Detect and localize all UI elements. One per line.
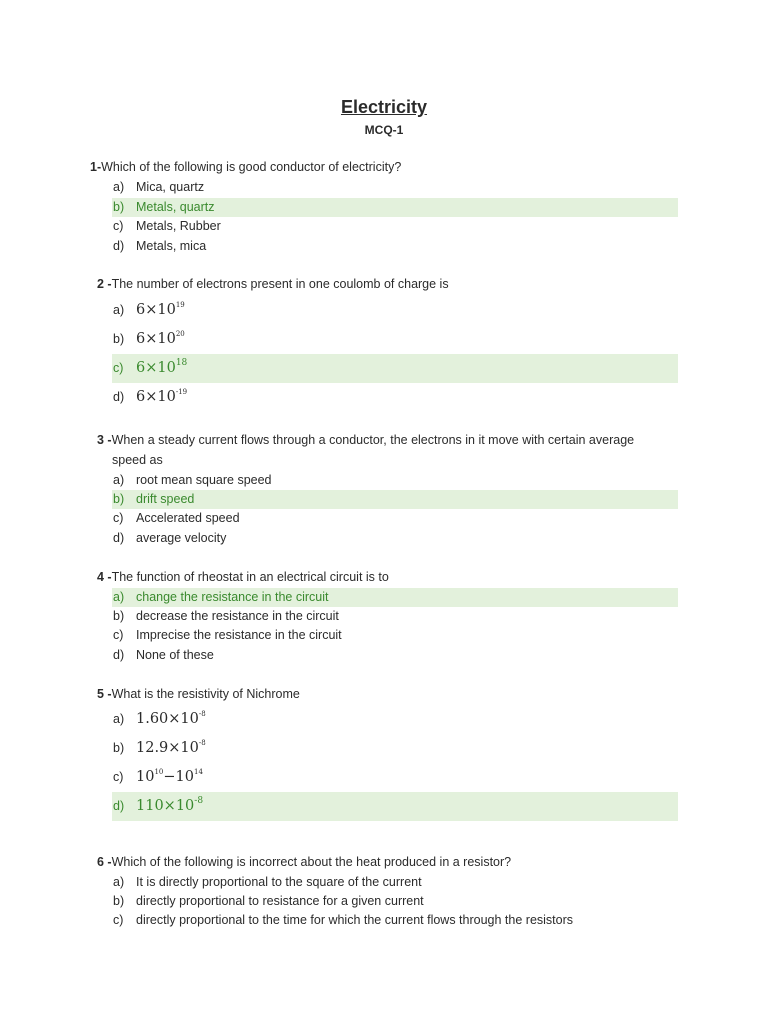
q1-option-c <box>112 217 678 236</box>
q2-option-d <box>112 383 678 412</box>
option-formula <box>136 734 206 763</box>
option-formula <box>136 792 203 821</box>
q4-option-d <box>112 646 678 665</box>
q4-option-c <box>112 626 678 645</box>
option-letter: c) <box>113 913 124 927</box>
question-text: What is the resistivity of Nichrome <box>111 687 300 701</box>
option-letter: c) <box>113 628 124 642</box>
formula-exponent: -8 <box>198 710 206 718</box>
option-letter: b) <box>113 200 125 214</box>
q6-option-a <box>112 873 678 892</box>
question-3-continued: speed as <box>112 453 163 467</box>
option-text: It is directly proportional to the square of the current <box>136 875 422 889</box>
option-text: Metals, mica <box>136 239 207 253</box>
q3-option-a <box>112 471 678 490</box>
formula-exponent: 19 <box>175 301 185 309</box>
question-text: Which of the following is incorrect about the heat produced in a resistor? <box>111 855 512 869</box>
formula-base: 1.60×10 <box>136 711 199 727</box>
formula-exponent: -8 <box>198 739 206 747</box>
option-formula <box>136 325 185 354</box>
option-letter: c) <box>113 361 124 375</box>
option-text: Accelerated speed <box>136 511 240 525</box>
formula-base: 6×10 <box>136 331 176 347</box>
formula-exponent: 14 <box>193 768 203 776</box>
option-text: Imprecise the resistance in the circuit <box>136 628 342 642</box>
option-text: change the resistance in the circuit <box>136 590 329 604</box>
question-number: 1- <box>90 160 102 174</box>
option-letter: a) <box>113 712 125 726</box>
option-letter: a) <box>113 473 125 487</box>
option-letter: a) <box>113 875 125 889</box>
option-text: average velocity <box>136 531 227 545</box>
question-2 <box>97 275 449 295</box>
option-text: None of these <box>136 648 214 662</box>
q6-option-c <box>112 911 678 930</box>
option-letter: d) <box>113 799 125 813</box>
option-text: directly proportional to resistance for a given current <box>136 894 424 908</box>
option-text: drift speed <box>136 492 195 506</box>
q2-option-b <box>112 325 678 354</box>
option-text: decrease the resistance in the circuit <box>136 609 339 623</box>
formula-exponent: -8 <box>194 796 204 806</box>
q2-option-a <box>112 296 678 325</box>
q5-option-a <box>112 705 678 734</box>
q4-option-a-correct <box>112 588 678 607</box>
q1-option-b-correct <box>112 198 678 217</box>
question-number: 4 - <box>97 570 112 584</box>
option-letter: b) <box>113 741 125 755</box>
formula-base: −10 <box>163 769 194 785</box>
option-formula <box>136 705 206 734</box>
option-formula <box>136 383 187 412</box>
q3-option-c <box>112 509 678 528</box>
question-text: Which of the following is good conductor of electricity? <box>101 160 402 174</box>
q5-option-c <box>112 763 678 792</box>
option-letter: d) <box>113 531 125 545</box>
question-4 <box>97 568 389 588</box>
q2-option-c-correct <box>112 354 678 383</box>
option-letter: a) <box>113 303 125 317</box>
question-5 <box>97 685 300 705</box>
question-number: 5 - <box>97 687 112 701</box>
option-letter: c) <box>113 770 124 784</box>
question-number: 2 - <box>97 277 112 291</box>
option-text: Mica, quartz <box>136 180 205 194</box>
option-letter: b) <box>113 894 125 908</box>
formula-exponent: 18 <box>175 358 188 368</box>
question-text: The number of electrons present in one coulomb of charge is <box>111 277 449 291</box>
formula-base: 110×10 <box>136 798 195 814</box>
option-formula <box>136 296 185 325</box>
formula-base: 10 <box>136 769 155 785</box>
option-letter: a) <box>113 590 125 604</box>
question-3 <box>97 431 634 451</box>
question-number: 3 - <box>97 433 112 447</box>
option-text: directly proportional to the time for which the current flows through the resistors <box>136 913 574 927</box>
option-letter: a) <box>113 180 125 194</box>
q1-option-a <box>112 178 678 197</box>
q4-option-b <box>112 607 678 626</box>
option-letter: b) <box>113 492 125 506</box>
formula-base: 6×10 <box>136 389 176 405</box>
formula-base: 12.9×10 <box>136 740 199 756</box>
q1-option-d <box>112 237 678 256</box>
question-6 <box>97 853 511 873</box>
question-1 <box>90 158 401 178</box>
option-formula <box>136 354 187 383</box>
formula-base: 6×10 <box>136 302 176 318</box>
formula-exponent: -19 <box>175 388 188 396</box>
page-title: Electricity <box>340 97 428 117</box>
option-text: Metals, Rubber <box>136 219 221 233</box>
option-letter: d) <box>113 239 125 253</box>
option-letter: b) <box>113 332 125 346</box>
formula-exponent: 10 <box>154 768 164 776</box>
question-number: 6 - <box>97 855 112 869</box>
page-subtitle: MCQ-1 <box>364 123 404 137</box>
option-letter: c) <box>113 511 124 525</box>
formula-base: 6×10 <box>136 360 176 376</box>
option-letter: d) <box>113 648 125 662</box>
option-text: root mean square speed <box>136 473 272 487</box>
question-text: The function of rheostat in an electrical circuit is to <box>111 570 389 584</box>
option-letter: d) <box>113 390 125 404</box>
q3-option-b-correct <box>112 490 678 509</box>
question-text-line-1: When a steady current flows through a conductor, the electrons in it move with certain average <box>111 433 635 447</box>
option-formula <box>136 763 203 792</box>
option-letter: c) <box>113 219 124 233</box>
q5-option-b <box>112 734 678 763</box>
formula-exponent: 20 <box>175 330 185 338</box>
q6-option-b <box>112 892 678 911</box>
option-letter: b) <box>113 609 125 623</box>
q3-option-d <box>112 529 678 548</box>
q5-option-d-correct <box>112 792 678 821</box>
option-text: Metals, quartz <box>136 200 215 214</box>
